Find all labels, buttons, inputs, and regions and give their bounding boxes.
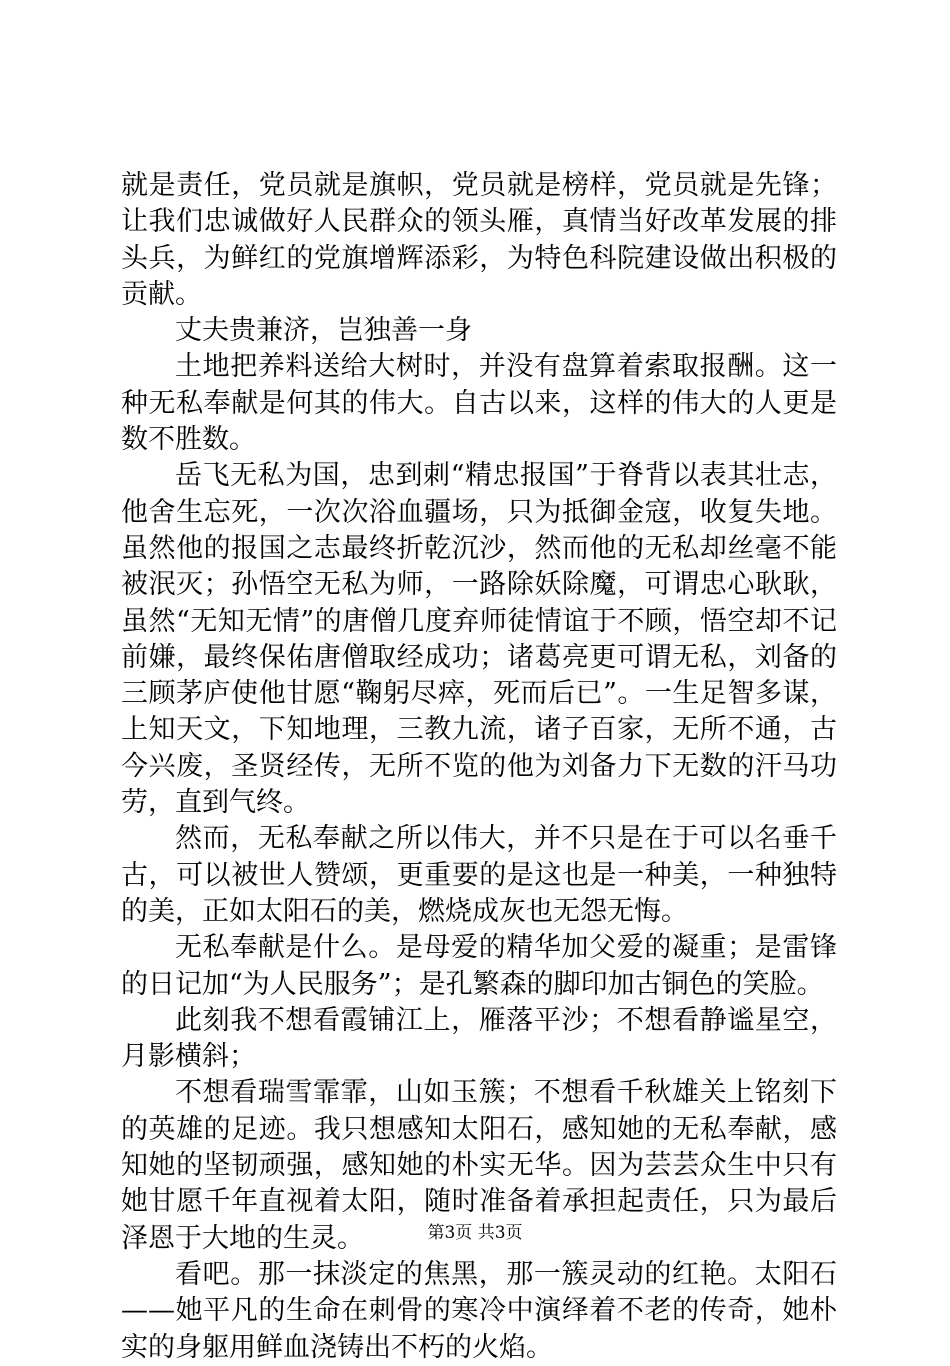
paragraph-4: 岳飞无私为国，忠到刺“精忠报国”于脊背以表其壮志，他舍生忘死，一次次浴血疆场，只为抵御金寇，收复失地。虽然他的报国之志最终折乾沉沙，然而他的无私却丝毫不能被泯灭；孙悟空无私为师，一路除妖除魔，可谓忠心耿耿，虽然“无知无情”的唐僧几度弃师徒情谊于不顾，悟空却不记前嫌，最终保佑唐僧取经成功；诸葛亮更可谓无私，刘备的三顾茅庐使他甘愿“鞠躬尽瘁，死而后已”。一生足智多谋，上知天文，下知地理，三教九流，诸子百家，无所不通，古今兴废，圣贤经传，无所不览的他为刘备力下无数的汗马功劳，直到气终。 [121, 460, 837, 819]
paragraph-5: 然而，无私奉献之所以伟大，并不只是在于可以名垂千古，可以被世人赞颂，更重要的是这也是一种美，一种独特的美，正如太阳石的美，燃烧成灰也无怨无悔。 [121, 823, 837, 927]
paragraph-9: 看吧。那一抹淡定的焦黑，那一簇灵动的红艳。太阳石——她平凡的生命在刺骨的寒冷中演绎着不老的传奇，她朴实的身躯用鲜血浇铸出不朽的火焰。 [121, 1258, 837, 1363]
paragraph-2: 丈夫贵兼济，岂独善一身 [175, 315, 472, 347]
body-text [121, 168, 837, 1366]
paragraph-1: 就是责任，党员就是旗帜，党员就是榜样，党员就是先锋；让我们忠诚做好人民群众的领头雁，真情当好改革发展的排头兵，为鲜红的党旗增辉添彩，为特色科院建设做出积极的贡献。 [121, 170, 837, 310]
paragraph-8: 不想看瑞雪霏霏，山如玉簇；不想看千秋雄关上铭刻下的英雄的足迹。我只想感知太阳石，感知她的无私奉献，感知她的坚韧顽强，感知她的朴实无华。因为芸芸众生中只有她甘愿千年直视着太阳，随时准备着承担起责任，只为最后泽恩于大地的生灵。 [121, 1077, 837, 1254]
page-footer [0, 1222, 950, 1244]
paragraph-6: 无私奉献是什么。是母爱的精华加父爱的凝重；是雷锋的日记加“为人民服务”；是孔繁森的脚印加古铜色的笑脸。 [121, 932, 837, 1000]
page-number-label: 第3页 共3页 [427, 1223, 523, 1243]
paragraph-3: 土地把养料送给大树时，并没有盘算着索取报酬。这一种无私奉献是何其的伟大。自古以来，这样的伟大的人更是数不胜数。 [121, 351, 837, 456]
paragraph-7: 此刻我不想看霞铺江上，雁落平沙；不想看静谧星空，月影横斜； [121, 1004, 837, 1073]
